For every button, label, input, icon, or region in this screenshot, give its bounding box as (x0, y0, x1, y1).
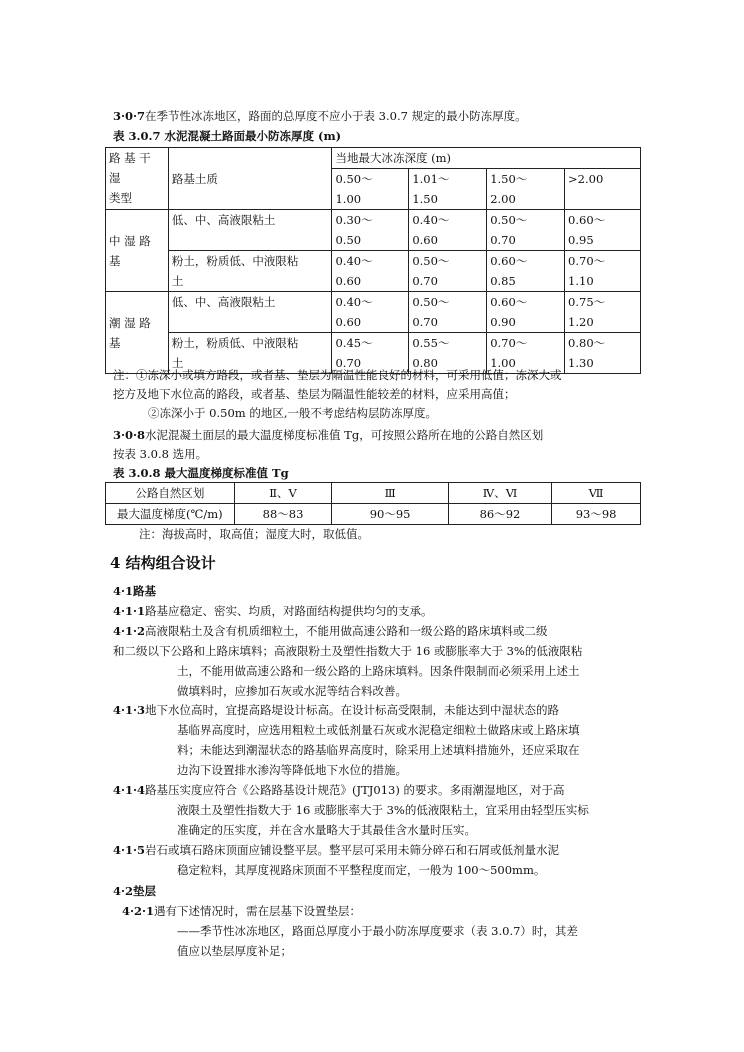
value-cell (332, 251, 409, 292)
col-header (487, 169, 565, 210)
value-cell (565, 333, 641, 374)
clause-number: 4·2·1 (122, 904, 155, 918)
clause-number: 3·0·8 (113, 428, 146, 442)
col-header (565, 169, 641, 210)
value-cell (487, 251, 565, 292)
clause-text: 路基压实度应符合《公路路基设计规范》(JTJ013) 的要求。多雨潮湿地区，对于高 (145, 783, 565, 797)
soil-cell: 低、中、高液限粘土 (168, 292, 332, 333)
table1-note-line1: 注：①冻深小或填方路段，或者基、垫层为隔温性能良好的材料，可采用低值；冻深大或 (113, 368, 562, 382)
clause-number: 3·0·7 (113, 109, 146, 123)
clause-4-1-2 (113, 623, 548, 639)
cell-line: 0.75～ (568, 295, 606, 309)
soil-cell: 低、中、高液限粘土 (168, 210, 332, 251)
cell-line: 0.50～ (335, 172, 373, 186)
col-header (332, 169, 409, 210)
chapter-title: 4 结构组合设计 (110, 554, 216, 572)
cell-line: 0.80 (412, 356, 438, 370)
cell-line: 1.50～ (490, 172, 528, 186)
cell-line: 0.40～ (335, 295, 373, 309)
header-line: 类型 (109, 191, 132, 205)
cell-line: 粉土，粉质低、中液限粘 (171, 254, 299, 268)
clause-4-2-1-item1: ——季节性冰冻地区，路面总厚度小于最小防冻厚度要求（表 3.0.7）时，其差 (177, 924, 578, 938)
clause-number: 4·1·1 (113, 604, 146, 618)
cell-line: >2.00 (568, 172, 604, 186)
clause-3-0-8-cont: 按表 3.0.8 选用。 (113, 447, 208, 461)
clause-4-1-4 (113, 782, 564, 798)
clause-4-1-2-line4: 做填料时，应掺加石灰或水泥等结合料改善。 (177, 684, 407, 698)
cell-line: 0.70 (412, 315, 438, 329)
value-cell (332, 210, 409, 251)
group-line: 潮 湿 路 (109, 315, 151, 330)
cell-line: 0.60～ (490, 254, 528, 268)
col-header: Ⅶ (552, 483, 641, 504)
clause-4-1-2-line3: 土，不能用做高速公路和一级公路的上路床填料。因条件限制而必须采用上述土 (177, 664, 580, 678)
value-cell (565, 251, 641, 292)
group-line: 基 (109, 253, 121, 268)
col-header: 公路自然区划 (106, 483, 235, 504)
section-4-1-title: 4·1路基 (113, 584, 157, 598)
cell-line: 0.50～ (412, 295, 450, 309)
clause-text: 遇有下述情况时，需在层基下设置垫层： (154, 904, 362, 918)
cell-line: 0.95 (568, 233, 594, 247)
value-cell (409, 210, 487, 251)
cell-line: 0.70 (335, 356, 362, 370)
value-cell (409, 292, 487, 333)
value-cell: 最大温度梯度(℃/m) (106, 504, 235, 525)
value-cell (487, 292, 565, 333)
clause-4-1-5-line2: 稳定粒料，其厚度视路床顶面不平整程度而定，一般为 100～500mm。 (177, 863, 546, 877)
clause-text: 水泥混凝土面层的最大温度梯度标准值 Tg，可按照公路所在地的公路自然区划 (145, 428, 544, 442)
header-line: 路 基 干 (109, 151, 151, 165)
cell-line: 0.30～ (335, 213, 373, 227)
cell-line: 0.40～ (335, 254, 373, 268)
cell-line: 0.45～ (335, 336, 373, 350)
header-moisture-type (106, 148, 169, 210)
value-cell (487, 210, 565, 251)
value-cell (332, 292, 409, 333)
value-cell (565, 292, 641, 333)
col-header: Ⅳ、Ⅵ (448, 483, 551, 504)
clause-4-1-5 (113, 842, 559, 858)
clause-4-2-1 (122, 903, 361, 919)
clause-text: 路基应稳定、密实、均质，对路面结构提供均匀的支承。 (145, 604, 433, 618)
table-3-0-8-caption: 表 3.0.8 最大温度梯度标准值 Tg (113, 466, 289, 480)
col-header: Ⅱ、Ⅴ (234, 483, 332, 504)
table1-note-line2: 挖方及地下水位高的路段，或者基、垫层为隔温性能较差的材料，应采用高值； (113, 387, 516, 401)
cell-line: 0.50～ (490, 213, 528, 227)
cell-line: 0.70～ (490, 336, 528, 350)
col-header: Ⅲ (332, 483, 448, 504)
cell-line: 0.85 (490, 274, 516, 288)
cell-line: 1.50 (412, 192, 438, 206)
cell-line: 0.70 (490, 233, 516, 247)
clause-4-1-3-line4: 边沟下设置排水渗沟等降低地下水位的措施。 (177, 763, 407, 777)
value-cell: 93～98 (552, 504, 641, 525)
cell-line: 0.80～ (568, 336, 606, 350)
cell-line: 0.70 (412, 274, 438, 288)
cell-line: 1.00 (335, 192, 362, 206)
clause-3-0-8 (113, 427, 543, 443)
cell-line: 1.30 (568, 356, 594, 370)
cell-line: 0.40～ (412, 213, 450, 227)
cell-line: 0.50 (335, 233, 362, 247)
clause-4-1-2-line2: 和二级以下公路和上路床填料；高液限粉土及塑性指数大于 16 或膨胀率大于 3%的低液限粘 (113, 644, 583, 658)
clause-4-1-3-line2: 基临界高度时，应选用粗粒土或低剂量石灰或水泥稳定细粒土做路床或上路床填 (177, 723, 580, 737)
clause-text: 高液限粘土及含有机质细粒土，不能用做高速公路和一级公路的路床填料或二级 (145, 624, 548, 638)
clause-4-2-1-item1-cont: 值应以垫层厚度补足； (177, 944, 292, 958)
cell-line: 1.01～ (412, 172, 450, 186)
group-medium-moist (106, 210, 169, 292)
cell-line: 0.55～ (412, 336, 450, 350)
cell-line (565, 189, 640, 209)
cell-line: 土 (171, 274, 184, 288)
group-moist (106, 292, 169, 374)
cell-line: 0.60 (335, 315, 362, 329)
clause-number: 4·1·2 (113, 624, 146, 638)
group-line: 基 (109, 335, 121, 350)
soil-cell (168, 251, 332, 292)
temperature-gradient-table (105, 482, 641, 525)
clause-number: 4·1·3 (113, 703, 146, 717)
table2-note: 注：海拔高时，取高值；湿度大时，取低值。 (139, 527, 369, 541)
clause-4-1-4-line3: 准确定的压实度，并在含水量略大于其最佳含水量时压实。 (177, 823, 476, 837)
cell-line: 0.60 (412, 233, 438, 247)
header-soil-type: 路基土质 (168, 148, 332, 210)
group-line: 中 湿 路 (109, 233, 151, 248)
cell-line: 1.20 (568, 315, 594, 329)
cell-line: 2.00 (490, 192, 516, 206)
cell-line: 0.60～ (568, 213, 606, 227)
frost-thickness-table (105, 147, 641, 374)
clause-text: 地下水位高时，宜提高路堤设计标高。在设计标高受限制，未能达到中湿状态的路 (145, 703, 560, 717)
cell-line: 粉土，粉质低、中液限粘 (171, 336, 299, 350)
col-header (409, 169, 487, 210)
section-4-2-title: 4·2垫层 (113, 884, 157, 898)
cell-line: 0.60～ (490, 295, 528, 309)
value-cell: 86～92 (448, 504, 551, 525)
clause-3-0-7 (113, 108, 527, 124)
clause-text: 岩石或填石路床顶面应铺设整平层。整平层可采用未筛分碎石和石屑或低剂量水泥 (145, 843, 560, 857)
value-cell: 88～83 (234, 504, 332, 525)
table-3-0-7-caption: 表 3.0.7 水泥混凝土路面最小防冻厚度 (m) (113, 129, 342, 143)
clause-number: 4·1·4 (113, 783, 146, 797)
cell-line: 1.10 (568, 274, 594, 288)
cell-line: 0.50～ (412, 254, 450, 268)
clause-4-1-1 (113, 603, 433, 619)
cell-line: 1.00 (490, 356, 516, 370)
value-cell: 90～95 (332, 504, 448, 525)
cell-line: 0.60 (335, 274, 362, 288)
clause-4-1-3 (113, 702, 559, 718)
header-frost-depth: 当地最大冰冻深度 (m) (332, 148, 641, 169)
value-cell (409, 251, 487, 292)
table1-note-line3: ②冻深小于 0.50m 的地区,一般不考虑结构层防冻厚度。 (148, 406, 437, 420)
cell-line: 0.90 (490, 315, 516, 329)
cell-line: 土 (171, 356, 184, 370)
clause-4-1-4-line2: 液限土及塑性指数大于 16 或膨胀率大于 3%的低液限粘土，宜采用由轻型压实标 (177, 803, 589, 817)
clause-text: 在季节性冰冻地区，路面的总厚度不应小于表 3.0.7 规定的最小防冻厚度。 (145, 109, 527, 123)
clause-number: 4·1·5 (113, 843, 146, 857)
value-cell (565, 210, 641, 251)
header-line: 湿 (109, 171, 121, 185)
cell-line: 0.70～ (568, 254, 606, 268)
clause-4-1-3-line3: 料；未能达到潮湿状态的路基临界高度时，除采用上述填料措施外，还应采取在 (177, 743, 580, 757)
